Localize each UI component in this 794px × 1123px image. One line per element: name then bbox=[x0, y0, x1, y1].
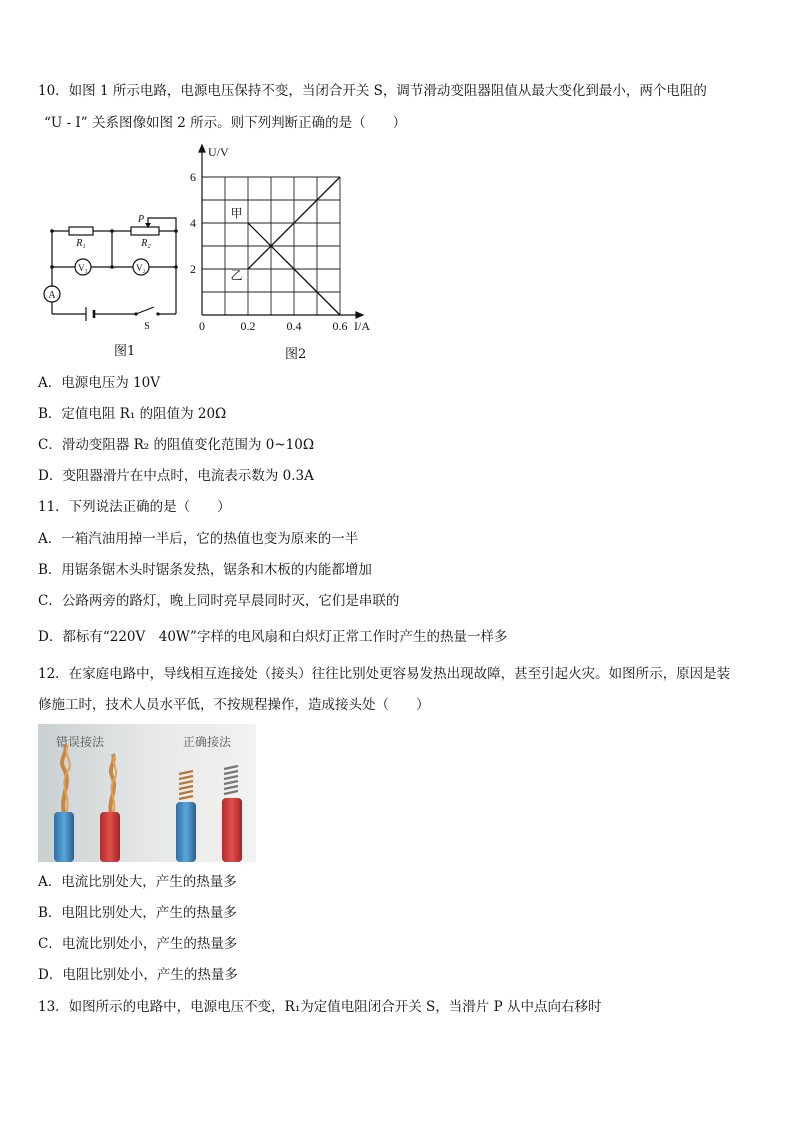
u-i-graph bbox=[186, 140, 386, 340]
q10-stem-line2: “U - I” 关系图像如图 2 所示。则下列判断正确的是（ ） bbox=[44, 115, 407, 131]
x-tick-label: 0.4 bbox=[286, 319, 302, 333]
q10-option-a: A．电源电压为 10V bbox=[38, 375, 160, 391]
q11-option-b: B．用锯条锯木头时锯条发热，锯条和木板的内能都增加 bbox=[38, 562, 372, 578]
figure-2-caption: 图2 bbox=[285, 347, 307, 362]
series-label-yi: 乙 bbox=[230, 268, 243, 283]
q12-stem-line1: 12．在家庭电路中，导线相互连接处（接头）往往比别处更容易发热出现故障，甚至引起火灾。如图所示，原因是装 bbox=[38, 666, 731, 682]
y-axis-arrow bbox=[199, 145, 205, 152]
q10-option-c: C．滑动变阻器 R₂ 的阻值变化范围为 0~10Ω bbox=[38, 437, 315, 453]
right-method-label: 正确接法 bbox=[183, 735, 232, 749]
y-tick-label: 6 bbox=[190, 170, 196, 184]
y-tick-label: 4 bbox=[190, 216, 196, 230]
series-label-jia: 甲 bbox=[230, 206, 243, 221]
voltmeter-v1-label: V₁ bbox=[78, 263, 88, 273]
r1-label: R₁ bbox=[76, 238, 86, 249]
q10-stem-line1: 10．如图 1 所示电路，电源电压保持不变，当闭合开关 S，调节滑动变阻器阻值从最大变化到最小，两个电阻的 bbox=[38, 83, 707, 99]
q11-stem: 11．下列说法正确的是（ ） bbox=[38, 499, 231, 515]
slider-p-label: P bbox=[137, 214, 145, 225]
q13-stem: 13．如图所示的电路中，电源电压不变，R₁为定值电阻闭合开关 S，当滑片 P 从中点向右移时 bbox=[38, 999, 602, 1015]
switch-s-label: S bbox=[144, 321, 150, 332]
ammeter-label: A bbox=[48, 290, 56, 301]
x-axis-label: I/A bbox=[354, 319, 370, 333]
q12-option-d: D．电阻比别处小，产生的热量多 bbox=[38, 967, 238, 983]
q10-option-d: D．变阻器滑片在中点时，电流表示数为 0.3A bbox=[38, 468, 314, 484]
wire-joint-photo bbox=[38, 724, 256, 862]
x-axis-arrow bbox=[356, 312, 363, 318]
x-tick-label: 0.6 bbox=[332, 319, 348, 333]
y-axis-label: U/V bbox=[208, 145, 229, 159]
q10-option-b: B．定值电阻 R₁ 的阻值为 20Ω bbox=[38, 406, 227, 422]
voltmeter-v2-label: V₂ bbox=[136, 263, 146, 273]
figure-1-caption: 图1 bbox=[114, 344, 136, 359]
q11-option-a: A．一箱汽油用掉一半后，它的热值也变为原来的一半 bbox=[38, 531, 359, 547]
x-tick-label: 0 bbox=[199, 319, 205, 333]
q11-option-d: D．都标有“220V 40W”字样的电风扇和白炽灯正常工作时产生的热量一样多 bbox=[38, 629, 508, 645]
q12-option-b: B．电阻比别处大，产生的热量多 bbox=[38, 905, 237, 921]
r2-label: R₂ bbox=[141, 238, 151, 249]
y-tick-label: 2 bbox=[190, 262, 196, 276]
q11-option-c: C．公路两旁的路灯，晚上同时亮早晨同时灭，它们是串联的 bbox=[38, 593, 400, 609]
q12-option-a: A．电流比别处大，产生的热量多 bbox=[38, 874, 237, 890]
q12-option-c: C．电流比别处小，产生的热量多 bbox=[38, 936, 238, 952]
q12-stem-line2: 修施工时，技术人员水平低，不按规程操作，造成接头处（ ） bbox=[38, 697, 430, 713]
x-tick-label: 0.2 bbox=[240, 319, 256, 333]
circuit-diagram bbox=[36, 205, 186, 335]
wrong-method-label: 错误接法 bbox=[56, 735, 105, 749]
